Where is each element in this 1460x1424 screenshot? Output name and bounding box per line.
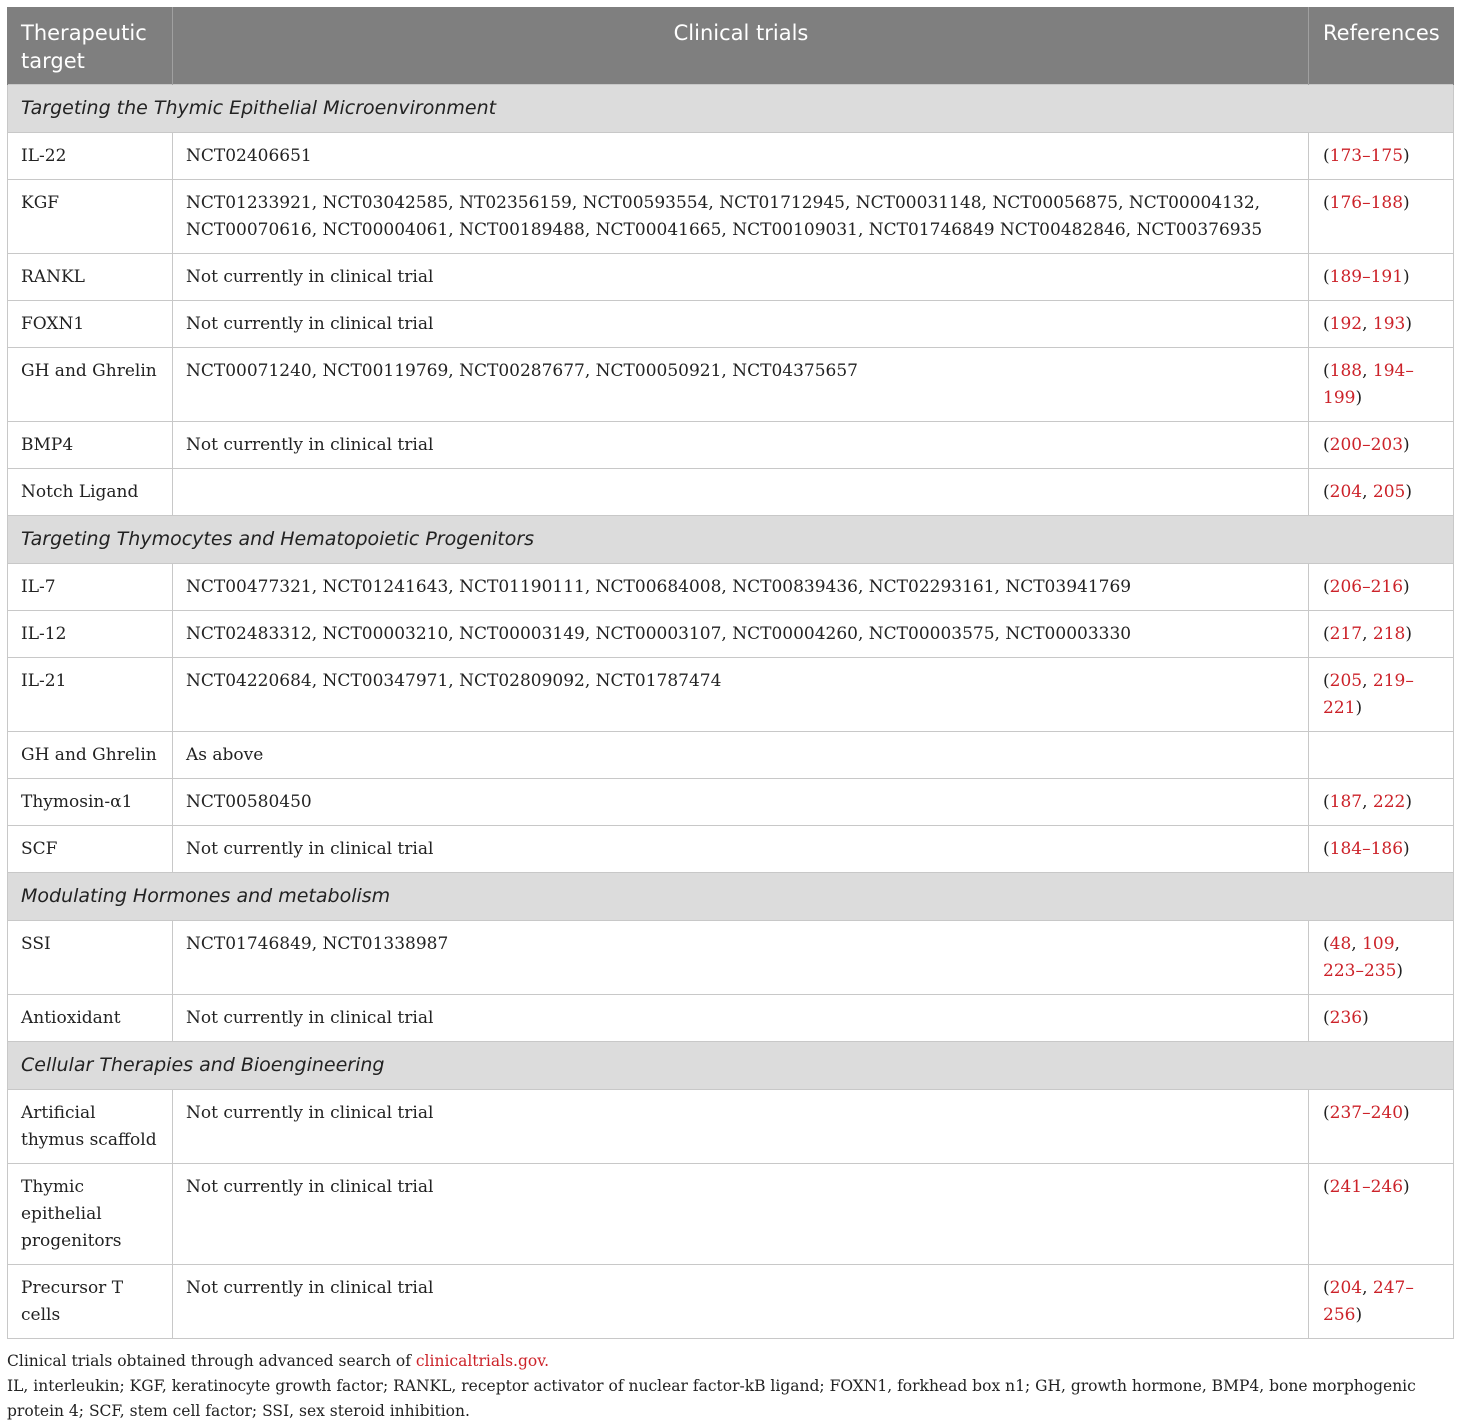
reference-punctuation: , bbox=[1362, 482, 1373, 502]
reference-punctuation: ( bbox=[1323, 361, 1330, 381]
cell-references bbox=[1309, 1265, 1454, 1339]
cell-therapeutic-target: Notch Ligand bbox=[8, 469, 173, 516]
cell-clinical-trials: NCT00071240, NCT00119769, NCT00287677, NCT00050921, NCT04375657 bbox=[173, 348, 1309, 422]
cell-therapeutic-target: Artificial thymus scaffold bbox=[8, 1090, 173, 1164]
reference-punctuation: , bbox=[1351, 934, 1363, 954]
reference-punctuation: ) bbox=[1355, 1305, 1363, 1325]
cell-clinical-trials: Not currently in clinical trial bbox=[173, 1090, 1309, 1164]
reference-punctuation: ) bbox=[1403, 193, 1410, 213]
reference-punctuation: ) bbox=[1403, 146, 1410, 166]
table-header bbox=[8, 7, 1454, 85]
cell-therapeutic-target: GH and Ghrelin bbox=[8, 732, 173, 779]
cell-clinical-trials: Not currently in clinical trial bbox=[173, 1164, 1309, 1265]
cell-clinical-trials: Not currently in clinical trial bbox=[173, 1265, 1309, 1339]
reference-punctuation: , bbox=[1362, 624, 1373, 644]
cell-therapeutic-target: KGF bbox=[8, 180, 173, 254]
reference-punctuation: , bbox=[1362, 671, 1373, 691]
reference-link[interactable]: 204 bbox=[1329, 1278, 1363, 1298]
reference-punctuation: ( bbox=[1323, 435, 1330, 455]
reference-punctuation: , bbox=[1394, 934, 1400, 954]
cell-references bbox=[1309, 779, 1454, 826]
cell-references bbox=[1309, 422, 1454, 469]
table-row bbox=[8, 133, 1454, 180]
cell-clinical-trials: NCT02406651 bbox=[173, 133, 1309, 180]
table-row bbox=[8, 1164, 1454, 1265]
cell-clinical-trials: Not currently in clinical trial bbox=[173, 826, 1309, 873]
cell-references bbox=[1309, 564, 1454, 611]
reference-link[interactable]: 206–216 bbox=[1329, 577, 1404, 597]
reference-punctuation: ( bbox=[1323, 792, 1330, 812]
clinicaltrials-link[interactable]: clinicaltrials.gov. bbox=[415, 1352, 550, 1370]
table-row bbox=[8, 348, 1454, 422]
reference-punctuation: ) bbox=[1403, 839, 1410, 859]
cell-references bbox=[1309, 301, 1454, 348]
reference-punctuation: ) bbox=[1396, 961, 1404, 981]
therapeutic-targets-table bbox=[7, 7, 1454, 1339]
reference-punctuation: ( bbox=[1323, 1008, 1330, 1028]
cell-clinical-trials: Not currently in clinical trial bbox=[173, 254, 1309, 301]
cell-therapeutic-target: SCF bbox=[8, 826, 173, 873]
cell-references bbox=[1309, 995, 1454, 1042]
header-references: References bbox=[1309, 7, 1454, 85]
section-title: Cellular Therapies and Bioengineering bbox=[8, 1042, 1454, 1090]
reference-punctuation: ( bbox=[1323, 1177, 1330, 1197]
cell-clinical-trials: As above bbox=[173, 732, 1309, 779]
cell-therapeutic-target: FOXN1 bbox=[8, 301, 173, 348]
cell-therapeutic-target: Thymic epithelial progenitors bbox=[8, 1164, 173, 1265]
reference-punctuation: ) bbox=[1403, 1103, 1410, 1123]
table-row bbox=[8, 469, 1454, 516]
reference-punctuation: ( bbox=[1323, 577, 1330, 597]
reference-punctuation: ) bbox=[1362, 1008, 1369, 1028]
cell-references bbox=[1309, 611, 1454, 658]
reference-punctuation: ( bbox=[1323, 839, 1330, 859]
table-row bbox=[8, 995, 1454, 1042]
section-row bbox=[8, 873, 1454, 921]
reference-punctuation: ( bbox=[1323, 624, 1330, 644]
reference-link[interactable]: 187 bbox=[1329, 792, 1363, 812]
cell-therapeutic-target: Precursor T cells bbox=[8, 1265, 173, 1339]
reference-punctuation: ( bbox=[1323, 146, 1330, 166]
table-container bbox=[7, 7, 1453, 1339]
section-row bbox=[8, 85, 1454, 133]
cell-references bbox=[1309, 658, 1454, 732]
reference-link[interactable]: 48 bbox=[1329, 934, 1352, 954]
table-row bbox=[8, 180, 1454, 254]
cell-therapeutic-target: IL-12 bbox=[8, 611, 173, 658]
reference-punctuation: ) bbox=[1355, 698, 1363, 718]
cell-clinical-trials: NCT04220684, NCT00347971, NCT02809092, NCT01787474 bbox=[173, 658, 1309, 732]
reference-punctuation: ) bbox=[1405, 314, 1412, 334]
header-clinical-trials: Clinical trials bbox=[173, 7, 1309, 85]
reference-link[interactable]: 247–256 bbox=[1323, 1278, 1414, 1325]
reference-link[interactable]: 193 bbox=[1372, 314, 1406, 334]
reference-link[interactable]: 109 bbox=[1362, 934, 1395, 954]
cell-clinical-trials: NCT01746849, NCT01338987 bbox=[173, 921, 1309, 995]
reference-link[interactable]: 219–221 bbox=[1323, 671, 1414, 718]
section-row bbox=[8, 1042, 1454, 1090]
cell-references bbox=[1309, 732, 1454, 779]
cell-references bbox=[1309, 469, 1454, 516]
reference-link[interactable]: 192 bbox=[1329, 314, 1363, 334]
cell-clinical-trials: Not currently in clinical trial bbox=[173, 422, 1309, 469]
table-row bbox=[8, 611, 1454, 658]
reference-punctuation: , bbox=[1362, 1278, 1373, 1298]
reference-link[interactable]: 194–199 bbox=[1323, 361, 1414, 408]
footnote-source bbox=[7, 1349, 1453, 1374]
reference-punctuation: , bbox=[1362, 792, 1373, 812]
footnote-abbreviations: IL, interleukin; KGF, keratinocyte growth factor; RANKL, receptor activator of nuclear factor-kB ligand; FOXN1, forkhead box n1; GH, growth hormone, BMP4, bone morphogenic protein 4; SCF, stem cell factor; SSI, sex steroid inhibition. bbox=[7, 1377, 1416, 1420]
cell-therapeutic-target: GH and Ghrelin bbox=[8, 348, 173, 422]
cell-therapeutic-target: IL-21 bbox=[8, 658, 173, 732]
cell-clinical-trials: Not currently in clinical trial bbox=[173, 995, 1309, 1042]
reference-link[interactable]: 204 bbox=[1329, 482, 1363, 502]
cell-references bbox=[1309, 826, 1454, 873]
table-row bbox=[8, 1265, 1454, 1339]
cell-clinical-trials bbox=[173, 469, 1309, 516]
cell-therapeutic-target: RANKL bbox=[8, 254, 173, 301]
table-row bbox=[8, 658, 1454, 732]
reference-link[interactable]: 173–175 bbox=[1329, 146, 1404, 166]
cell-therapeutic-target: Thymosin-α1 bbox=[8, 779, 173, 826]
cell-therapeutic-target: BMP4 bbox=[8, 422, 173, 469]
cell-clinical-trials: Not currently in clinical trial bbox=[173, 301, 1309, 348]
reference-punctuation: ) bbox=[1405, 624, 1412, 644]
section-title: Targeting the Thymic Epithelial Microenvironment bbox=[8, 85, 1454, 133]
reference-punctuation: ( bbox=[1323, 1103, 1330, 1123]
reference-link[interactable]: 184–186 bbox=[1329, 839, 1404, 859]
reference-punctuation: ( bbox=[1323, 934, 1330, 954]
reference-link[interactable]: 188 bbox=[1329, 361, 1363, 381]
cell-therapeutic-target: IL-22 bbox=[8, 133, 173, 180]
table-row bbox=[8, 1090, 1454, 1164]
header-therapeutic-target: Therapeutic target bbox=[8, 7, 173, 85]
cell-references bbox=[1309, 1090, 1454, 1164]
cell-references bbox=[1309, 1164, 1454, 1265]
table-row bbox=[8, 564, 1454, 611]
reference-link[interactable]: 176–188 bbox=[1329, 193, 1404, 213]
reference-link[interactable]: 241–246 bbox=[1329, 1177, 1404, 1197]
reference-punctuation: , bbox=[1362, 314, 1373, 334]
cell-references bbox=[1309, 133, 1454, 180]
table-row bbox=[8, 779, 1454, 826]
cell-therapeutic-target: SSI bbox=[8, 921, 173, 995]
reference-punctuation: ) bbox=[1403, 577, 1410, 597]
table-row bbox=[8, 732, 1454, 779]
cell-therapeutic-target: IL-7 bbox=[8, 564, 173, 611]
reference-punctuation: ) bbox=[1403, 1177, 1410, 1197]
table-row bbox=[8, 301, 1454, 348]
reference-link[interactable]: 218 bbox=[1372, 624, 1406, 644]
reference-link[interactable]: 237–240 bbox=[1329, 1103, 1404, 1123]
reference-punctuation: ) bbox=[1355, 388, 1363, 408]
reference-punctuation: ( bbox=[1323, 314, 1330, 334]
cell-references bbox=[1309, 180, 1454, 254]
cell-references bbox=[1309, 348, 1454, 422]
table-row bbox=[8, 921, 1454, 995]
section-row bbox=[8, 516, 1454, 564]
cell-clinical-trials: NCT00580450 bbox=[173, 779, 1309, 826]
reference-link[interactable]: 200–203 bbox=[1329, 435, 1404, 455]
reference-punctuation: ( bbox=[1323, 267, 1330, 287]
reference-link[interactable]: 217 bbox=[1329, 624, 1363, 644]
reference-punctuation: ( bbox=[1323, 1278, 1330, 1298]
reference-link[interactable]: 236 bbox=[1329, 1008, 1363, 1028]
reference-punctuation: ) bbox=[1405, 792, 1412, 812]
cell-references bbox=[1309, 921, 1454, 995]
section-title: Modulating Hormones and metabolism bbox=[8, 873, 1454, 921]
footnote-source-text: Clinical trials obtained through advanced search of bbox=[7, 1352, 416, 1370]
reference-punctuation: ) bbox=[1405, 482, 1412, 502]
table-footnotes bbox=[7, 1349, 1453, 1424]
reference-punctuation: ) bbox=[1403, 267, 1410, 287]
reference-punctuation: ) bbox=[1403, 435, 1410, 455]
table-row bbox=[8, 254, 1454, 301]
cell-therapeutic-target: Antioxidant bbox=[8, 995, 173, 1042]
cell-references bbox=[1309, 254, 1454, 301]
section-title: Targeting Thymocytes and Hematopoietic Progenitors bbox=[8, 516, 1454, 564]
reference-punctuation: , bbox=[1362, 361, 1373, 381]
reference-link[interactable]: 205 bbox=[1372, 482, 1406, 502]
reference-punctuation: ( bbox=[1323, 193, 1330, 213]
reference-link[interactable]: 189–191 bbox=[1329, 267, 1404, 287]
cell-clinical-trials: NCT02483312, NCT00003210, NCT00003149, NCT00003107, NCT00004260, NCT00003575, NCT00003330 bbox=[173, 611, 1309, 658]
reference-link[interactable]: 205 bbox=[1329, 671, 1363, 691]
cell-clinical-trials: NCT00477321, NCT01241643, NCT01190111, NCT00684008, NCT00839436, NCT02293161, NCT03941769 bbox=[173, 564, 1309, 611]
table-row bbox=[8, 422, 1454, 469]
cell-clinical-trials: NCT01233921, NCT03042585, NT02356159, NCT00593554, NCT01712945, NCT00031148, NCT00056875, NCT00004132, NCT00070616, NCT00004061, NCT00189488, NCT00041665, NCT00109031, NCT01746849 NCT00482846, NCT00376935 bbox=[173, 180, 1309, 254]
reference-link[interactable]: 222 bbox=[1372, 792, 1406, 812]
reference-punctuation: ( bbox=[1323, 482, 1330, 502]
reference-link[interactable]: 223–235 bbox=[1323, 961, 1397, 981]
table-body bbox=[8, 85, 1454, 1339]
reference-punctuation: ( bbox=[1323, 671, 1330, 691]
table-row bbox=[8, 826, 1454, 873]
